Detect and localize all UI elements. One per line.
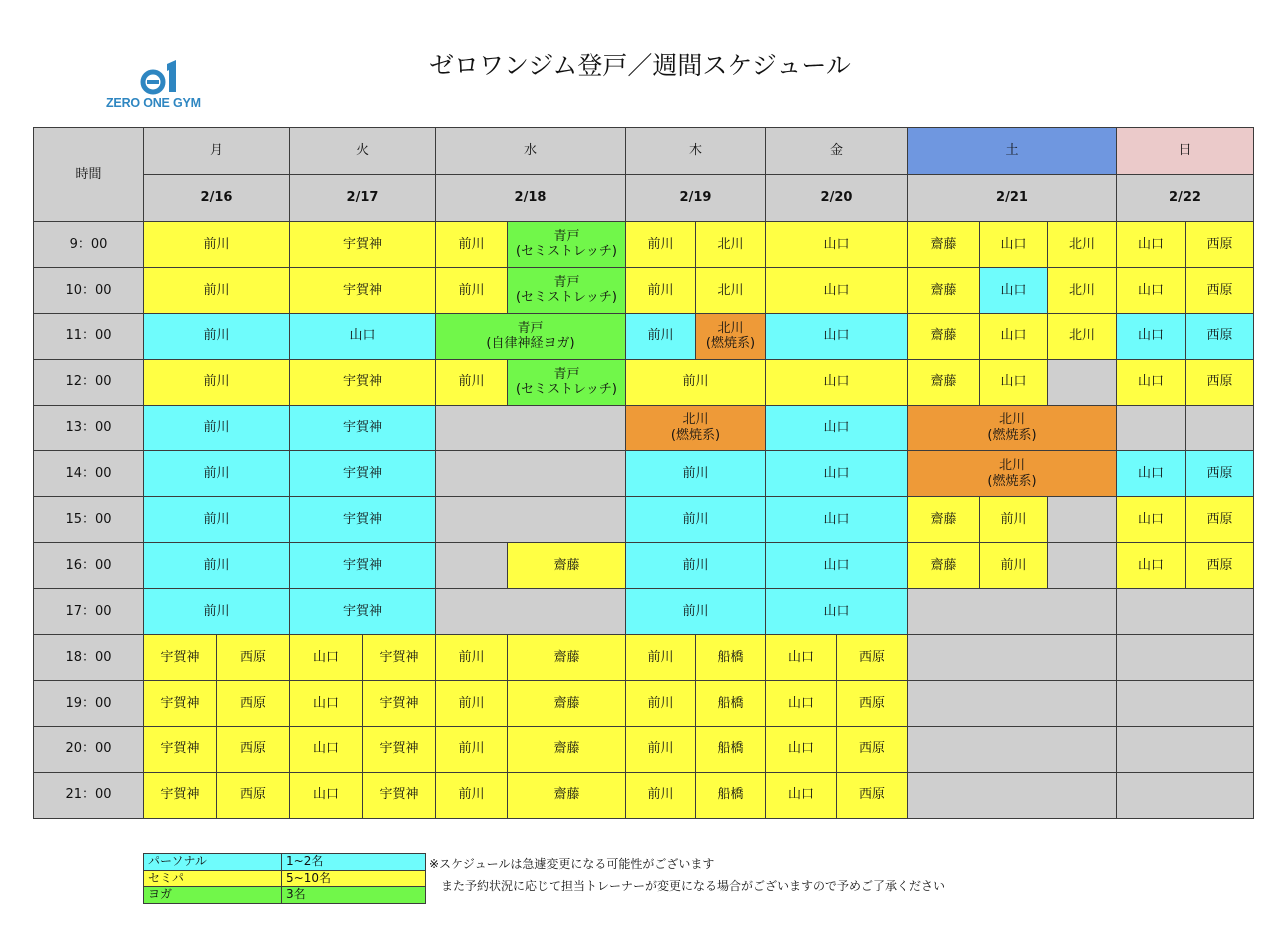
date-header: 2/21 bbox=[908, 175, 1117, 222]
date-header: 2/17 bbox=[290, 175, 436, 222]
session-cell: 山口 bbox=[766, 543, 908, 589]
empty-slot bbox=[908, 680, 1117, 726]
empty-slot bbox=[1117, 772, 1254, 818]
note-line-1: ※スケジュールは急遽変更になる可能性がございます bbox=[429, 857, 715, 871]
session-cell: 西原 bbox=[1186, 451, 1254, 497]
empty-slot bbox=[1117, 680, 1254, 726]
session-cell: 船橋 bbox=[696, 680, 766, 726]
session-cell: 前川 bbox=[626, 313, 696, 359]
time-cell: 9：00 bbox=[34, 222, 144, 268]
session-cell: 山口 bbox=[766, 451, 908, 497]
session-cell: 宇賀神 bbox=[144, 726, 217, 772]
time-header: 時間 bbox=[34, 128, 144, 222]
session-cell: 山口 bbox=[1117, 313, 1186, 359]
empty-slot bbox=[1048, 497, 1117, 543]
session-cell: 西原 bbox=[217, 772, 290, 818]
empty-slot bbox=[436, 405, 626, 451]
session-cell: 前川 bbox=[144, 222, 290, 268]
session-cell: 山口 bbox=[980, 222, 1048, 268]
session-cell: 齋藤 bbox=[908, 543, 980, 589]
session-cell: 宇賀神 bbox=[144, 635, 217, 681]
schedule-row bbox=[34, 451, 1254, 497]
session-cell: 西原 bbox=[1186, 497, 1254, 543]
legend-row bbox=[144, 887, 426, 904]
session-cell: 齋藤 bbox=[508, 635, 626, 681]
empty-slot bbox=[1117, 589, 1254, 635]
session-cell: 北川 bbox=[696, 267, 766, 313]
schedule-row bbox=[34, 267, 1254, 313]
session-cell: 前川 bbox=[626, 222, 696, 268]
schedule-row bbox=[34, 313, 1254, 359]
session-cell: 山口 bbox=[766, 405, 908, 451]
day-header: 月 bbox=[144, 128, 290, 175]
note-line-2: また予約状況に応じて担当トレーナーが変更になる場合がございますので予めご了承ください bbox=[429, 879, 946, 893]
session-cell: 山口 bbox=[1117, 222, 1186, 268]
session-cell: 宇賀神 bbox=[144, 772, 217, 818]
session-cell: 西原 bbox=[837, 635, 908, 681]
session-cell: 北川 (燃焼系) bbox=[626, 405, 766, 451]
session-cell: 前川 bbox=[144, 451, 290, 497]
session-cell: 北川 bbox=[1048, 313, 1117, 359]
session-cell: 山口 bbox=[980, 267, 1048, 313]
day-header: 水 bbox=[436, 128, 626, 175]
time-cell: 19：00 bbox=[34, 680, 144, 726]
date-header: 2/16 bbox=[144, 175, 290, 222]
session-cell: 齋藤 bbox=[908, 359, 980, 405]
session-cell: 齋藤 bbox=[908, 222, 980, 268]
session-cell: 山口 bbox=[766, 313, 908, 359]
session-cell: 宇賀神 bbox=[290, 405, 436, 451]
session-cell: 北川 (燃焼系) bbox=[696, 313, 766, 359]
session-cell: 山口 bbox=[290, 635, 363, 681]
legend-label: パーソナル bbox=[144, 854, 282, 871]
legend-label: セミパ bbox=[144, 870, 282, 887]
empty-slot bbox=[1117, 635, 1254, 681]
session-cell: 山口 bbox=[766, 589, 908, 635]
session-cell: 山口 bbox=[1117, 359, 1186, 405]
session-cell: 宇賀神 bbox=[363, 680, 436, 726]
session-cell: 前川 bbox=[436, 635, 508, 681]
session-cell: 北川 (燃焼系) bbox=[908, 405, 1117, 451]
logo-text: ZERO ONE GYM bbox=[106, 96, 201, 110]
schedule-row bbox=[34, 543, 1254, 589]
session-cell: 宇賀神 bbox=[290, 222, 436, 268]
session-cell: 山口 bbox=[1117, 451, 1186, 497]
legend-label: ヨガ bbox=[144, 887, 282, 904]
session-cell: 前川 bbox=[626, 359, 766, 405]
schedule-row bbox=[34, 589, 1254, 635]
schedule-row bbox=[34, 222, 1254, 268]
session-cell: 前川 bbox=[980, 497, 1048, 543]
empty-slot bbox=[1048, 543, 1117, 589]
session-cell: 齋藤 bbox=[508, 772, 626, 818]
session-cell: 前川 bbox=[144, 313, 290, 359]
time-cell: 11：00 bbox=[34, 313, 144, 359]
time-cell: 17：00 bbox=[34, 589, 144, 635]
time-cell: 10：00 bbox=[34, 267, 144, 313]
session-cell: 山口 bbox=[290, 680, 363, 726]
time-cell: 16：00 bbox=[34, 543, 144, 589]
session-cell: 前川 bbox=[626, 680, 696, 726]
session-cell: 西原 bbox=[217, 680, 290, 726]
session-cell: 船橋 bbox=[696, 772, 766, 818]
empty-slot bbox=[1117, 726, 1254, 772]
session-cell: 前川 bbox=[436, 359, 508, 405]
session-cell: 前川 bbox=[144, 543, 290, 589]
day-header: 日 bbox=[1117, 128, 1254, 175]
session-cell: 齋藤 bbox=[508, 680, 626, 726]
session-cell: 山口 bbox=[766, 772, 837, 818]
date-header: 2/18 bbox=[436, 175, 626, 222]
session-cell: 山口 bbox=[290, 313, 436, 359]
session-cell: 前川 bbox=[436, 267, 508, 313]
session-cell: 前川 bbox=[144, 589, 290, 635]
session-cell: 西原 bbox=[217, 726, 290, 772]
time-cell: 12：00 bbox=[34, 359, 144, 405]
legend-capacity: 1~2名 bbox=[282, 854, 426, 871]
session-cell: 青戸 (セミストレッチ) bbox=[508, 267, 626, 313]
session-cell: 西原 bbox=[837, 726, 908, 772]
time-cell: 15：00 bbox=[34, 497, 144, 543]
session-cell: 前川 bbox=[436, 772, 508, 818]
legend-capacity: 5~10名 bbox=[282, 870, 426, 887]
session-cell: 前川 bbox=[626, 726, 696, 772]
date-header: 2/19 bbox=[626, 175, 766, 222]
session-cell: 前川 bbox=[626, 589, 766, 635]
session-cell: 山口 bbox=[766, 497, 908, 543]
session-cell: 前川 bbox=[626, 497, 766, 543]
session-cell: 齋藤 bbox=[508, 726, 626, 772]
empty-slot bbox=[436, 543, 508, 589]
session-cell: 西原 bbox=[837, 772, 908, 818]
time-cell: 20：00 bbox=[34, 726, 144, 772]
day-header: 金 bbox=[766, 128, 908, 175]
session-cell: 山口 bbox=[1117, 267, 1186, 313]
session-cell: 前川 bbox=[144, 497, 290, 543]
legend-capacity: 3名 bbox=[282, 887, 426, 904]
session-cell: 齋藤 bbox=[508, 543, 626, 589]
session-cell: 宇賀神 bbox=[290, 543, 436, 589]
session-cell: 前川 bbox=[436, 222, 508, 268]
time-cell: 13：00 bbox=[34, 405, 144, 451]
session-cell: 西原 bbox=[217, 635, 290, 681]
session-cell: 宇賀神 bbox=[363, 772, 436, 818]
day-header: 木 bbox=[626, 128, 766, 175]
session-cell: 齋藤 bbox=[908, 267, 980, 313]
empty-slot bbox=[436, 497, 626, 543]
session-cell: 山口 bbox=[1117, 543, 1186, 589]
session-cell: 山口 bbox=[766, 726, 837, 772]
session-cell: 前川 bbox=[626, 451, 766, 497]
schedule-row bbox=[34, 680, 1254, 726]
empty-slot bbox=[908, 635, 1117, 681]
session-cell: 西原 bbox=[1186, 359, 1254, 405]
session-cell: 山口 bbox=[290, 772, 363, 818]
schedule-row bbox=[34, 635, 1254, 681]
session-cell: 齋藤 bbox=[908, 497, 980, 543]
schedule-table bbox=[33, 127, 1254, 819]
session-cell: 前川 bbox=[626, 635, 696, 681]
session-cell: 西原 bbox=[1186, 543, 1254, 589]
session-cell: 宇賀神 bbox=[290, 589, 436, 635]
session-cell: 山口 bbox=[1117, 497, 1186, 543]
legend-table bbox=[143, 853, 426, 904]
date-header: 2/22 bbox=[1117, 175, 1254, 222]
session-cell: 宇賀神 bbox=[363, 726, 436, 772]
day-header: 火 bbox=[290, 128, 436, 175]
session-cell: 青戸 (セミストレッチ) bbox=[508, 359, 626, 405]
legend-row bbox=[144, 854, 426, 871]
empty-slot bbox=[908, 589, 1117, 635]
time-cell: 14：00 bbox=[34, 451, 144, 497]
session-cell: 山口 bbox=[980, 313, 1048, 359]
session-cell: 宇賀神 bbox=[144, 680, 217, 726]
page-title: ゼロワンジム登戸／週間スケジュール bbox=[429, 51, 851, 80]
time-cell: 21：00 bbox=[34, 772, 144, 818]
session-cell: 西原 bbox=[1186, 267, 1254, 313]
session-cell: 宇賀神 bbox=[290, 451, 436, 497]
session-cell: 北川 (燃焼系) bbox=[908, 451, 1117, 497]
empty-slot bbox=[1048, 359, 1117, 405]
schedule-row bbox=[34, 497, 1254, 543]
session-cell: 宇賀神 bbox=[290, 497, 436, 543]
session-cell: 船橋 bbox=[696, 726, 766, 772]
empty-slot bbox=[436, 589, 626, 635]
session-cell: 山口 bbox=[980, 359, 1048, 405]
session-cell: 北川 bbox=[696, 222, 766, 268]
session-cell: 前川 bbox=[144, 405, 290, 451]
session-cell: 船橋 bbox=[696, 635, 766, 681]
session-cell: 宇賀神 bbox=[363, 635, 436, 681]
session-cell: 西原 bbox=[1186, 313, 1254, 359]
session-cell: 前川 bbox=[436, 726, 508, 772]
day-header: 土 bbox=[908, 128, 1117, 175]
session-cell: 前川 bbox=[626, 267, 696, 313]
date-header: 2/20 bbox=[766, 175, 908, 222]
empty-slot bbox=[908, 726, 1117, 772]
session-cell: 青戸 (セミストレッチ) bbox=[508, 222, 626, 268]
empty-slot bbox=[436, 451, 626, 497]
session-cell: 前川 bbox=[436, 680, 508, 726]
session-cell: 前川 bbox=[626, 543, 766, 589]
session-cell: 西原 bbox=[1186, 222, 1254, 268]
time-cell: 18：00 bbox=[34, 635, 144, 681]
session-cell: 西原 bbox=[837, 680, 908, 726]
session-cell: 宇賀神 bbox=[290, 267, 436, 313]
session-cell: 前川 bbox=[144, 267, 290, 313]
session-cell: 青戸 (自律神経ヨガ) bbox=[436, 313, 626, 359]
session-cell: 山口 bbox=[766, 680, 837, 726]
session-cell: 山口 bbox=[290, 726, 363, 772]
session-cell: 齋藤 bbox=[908, 313, 980, 359]
session-cell: 前川 bbox=[626, 772, 696, 818]
empty-slot bbox=[908, 772, 1117, 818]
schedule-row bbox=[34, 772, 1254, 818]
session-cell: 山口 bbox=[766, 222, 908, 268]
schedule-row bbox=[34, 405, 1254, 451]
schedule-row bbox=[34, 726, 1254, 772]
empty-slot bbox=[1117, 405, 1186, 451]
session-cell: 宇賀神 bbox=[290, 359, 436, 405]
session-cell: 北川 bbox=[1048, 222, 1117, 268]
session-cell: 北川 bbox=[1048, 267, 1117, 313]
session-cell: 前川 bbox=[144, 359, 290, 405]
session-cell: 山口 bbox=[766, 359, 908, 405]
session-cell: 前川 bbox=[980, 543, 1048, 589]
legend-row bbox=[144, 870, 426, 887]
schedule-row bbox=[34, 359, 1254, 405]
empty-slot bbox=[1186, 405, 1254, 451]
session-cell: 山口 bbox=[766, 267, 908, 313]
session-cell: 山口 bbox=[766, 635, 837, 681]
